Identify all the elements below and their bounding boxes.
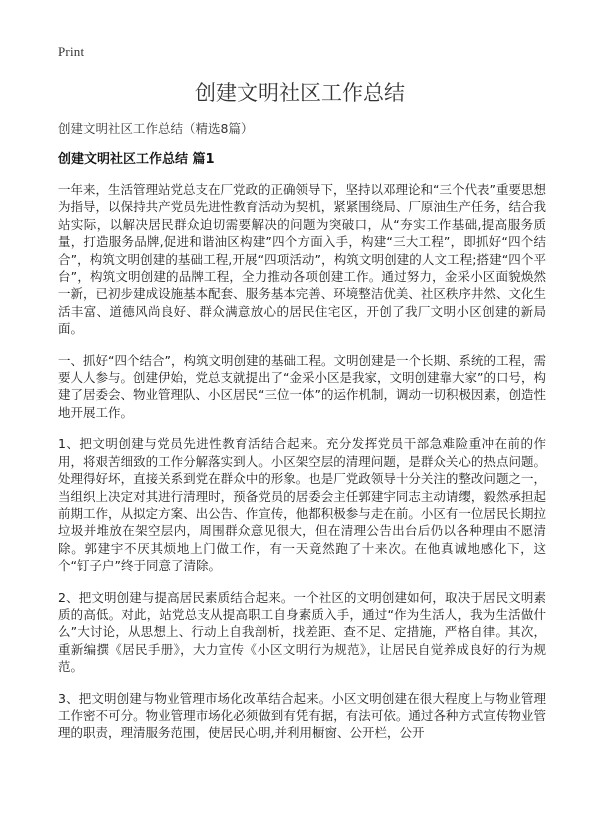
paragraph-point-one: 1、把文明创建与党员先进性教育活结合起来。充分发挥党员干部急难险重冲在前的作用，将艰苦细致的工作分解落实到人。小区架空层的清理问题，是群众关心的热点问题。处理得好坏，直接关系到党在群众中的形象。也是厂党政领导十分关注的整改问题之一，当组织上决定对其进行清理时，预备党员的居委会主任郭建宇同志主动请缨，毅然承担起前期工作，从拟定方案、出公告、作宣传，他都积极参与走在前。小区有一位居民长期拉垃圾并堆放在架空层内，周围群众意见很大，但在清理公告出台后仍以各种理由不愿清除。郭建宇不厌其烦地上门做工作，有一天竟然跑了十来次。在他真诚地感化下，这个“钉子户”终于同意了清除。 [58,436,546,574]
section-heading: 创建文明社区工作总结 篇1 [58,152,215,167]
print-link[interactable]: Print [58,44,85,59]
document-title: 创建文明社区工作总结 [195,81,405,105]
paragraph-section-one: 一、抓好“四个结合”，构筑文明创建的基础工程。文明创建是一个长期、系统的工程，需要人人参与。创建伊始，党总支就提出了“金采小区是我家，文明创建靠大家”的口号，构建了居委会、物业管理队、小区居民“三位一体”的运作机制，调动一切积极因素，创造性地开展工作。 [58,352,546,420]
paragraph-intro: 一年来，生活管理站党总支在厂党政的正确领导下，坚持以邓理论和“三个代表”重要思想为指导，以保持共产党员先进性教育活动为契机，紧紧围绕局、厂原油生产任务，结合我站实际，以解决居民群众迫切需要解决的问题为突破口，从“夯实工作基础,提高服务质量，打造服务品牌,促进和谐油区构建”四个方面入手，构建“三大工程”，即抓好“四个结合”，构筑文明创建的基础工程,开展“四项活动”，构筑文明创建的人文工程;搭建“四个平台”，构筑文明创建的品牌工程，全力推动各项创建工作。通过努力，金采小区面貌焕然一新，已初步建成设施基本配套、服务基本完善、环境整洁优美、社区秩序井然、文化生活丰富、道德风尚良好、群众满意放心的居民住宅区，开创了我厂文明小区创建的新局面。 [58,182,546,337]
paragraph-point-three: 3、把文明创建与物业管理市场化改革结合起来。小区文明创建在很大程度上与物业管理工作密不可分。物业管理市场化必须做到有凭有据，有法可依。通过各种方式宣传物业管理的职责，理清服务范围，使居民心明,并利用橱窗、公开栏，公开 [58,690,546,741]
paragraph-point-two: 2、把文明创建与提高居民素质结合起来。一个社区的文明创建如何，取决于居民文明素质的高低。对此，站党总支从提高职工自身素质入手，通过“作为生活人，我为生活做什么”大讨论，从思想上、行动上自我剖析，找差距、查不足、定措施，严格自律。其次，重新编撰《居民手册》，大力宣传《小区文明行为规范》，让居民自觉养成良好的行为规范。 [58,589,546,675]
article-body [58,181,546,756]
document-subtitle: 创建文明社区工作总结（精选8篇） [58,121,254,136]
